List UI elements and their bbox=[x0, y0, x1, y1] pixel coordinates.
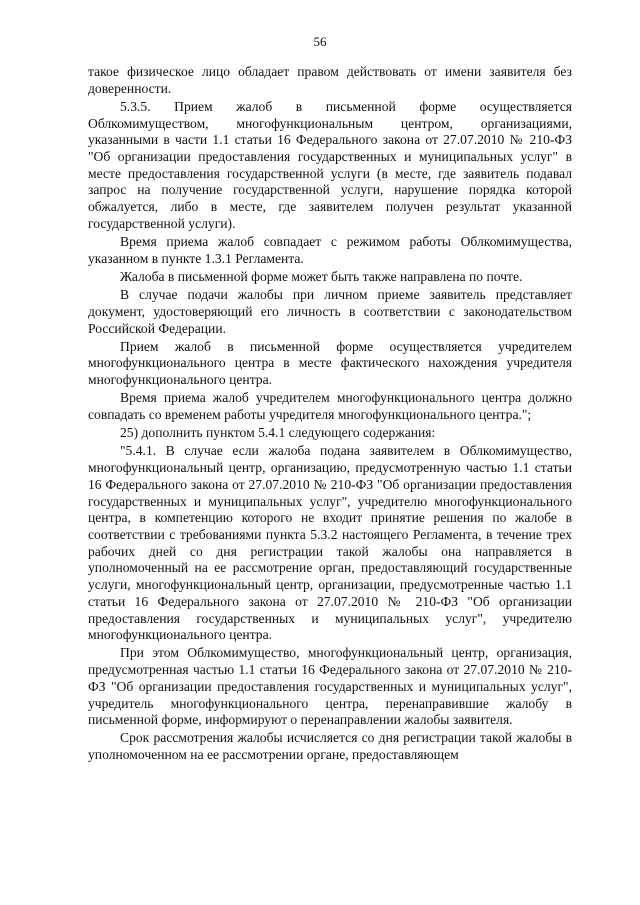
paragraph: 5.3.5. Прием жалоб в письменной форме осуществляется Облкомимуществом, многофункциональным центром, организациями, указанными в части 1.1 статьи 16 Федерального закона от 27.07.2010 № 210-ФЗ "Об организации предоставления государственных и муниципальных услуг" в месте предоставления государственной услуги (в месте, где заявитель подавал запрос на получение государственной услуги, нарушение порядка которой обжалуется, либо в месте, где заявителем получен результат указанной государственной услуги). bbox=[88, 98, 572, 231]
paragraph: Жалоба в письменной форме может быть также направлена по почте. bbox=[120, 268, 523, 284]
paragraph: Прием жалоб в письменной форме осуществляется учредителем многофункционального центра в месте фактического нахождения учредителя многофункционального центра. bbox=[88, 338, 572, 388]
paragraph: Время приема жалоб совпадает с режимом работы Облкомимущества, указанном в пункте 1.3.1 Регламента. bbox=[88, 234, 572, 266]
paragraph: При этом Облкомимущество, многофункциональный центр, организация, предусмотренная частью 1.1 статьи 16 Федерального закона от 27.07.2010 № 210-ФЗ "Об организации предоставления государственных и муниципальных услуг", учредитель многофункционального центра, перенаправившие жалобу в письменной форме, информируют о перенаправлении жалобы заявителя. bbox=[88, 645, 572, 728]
paragraph: 25) дополнить пунктом 5.4.1 следующего содержания: bbox=[120, 425, 436, 441]
paragraph: Срок рассмотрения жалобы исчисляется со дня регистрации такой жалобы в уполномоченном на ее рассмотрении органе, предоставляющем bbox=[88, 730, 572, 763]
paragraph: Время приема жалоб учредителем многофункционального центра должно совпадать со временем работы учредителя многофункционального центра."; bbox=[88, 390, 572, 423]
paragraph: "5.4.1. В случае если жалоба подана заявителем в Облкомимущество, многофункциональный центр, организацию, предусмотренную частью 1.1 статьи 16 Федерального закона от 27.07.2010 № 210-ФЗ "Об организации предоставления государственных и муниципальных услуг", учредителю многофункционального центра, в компетенцию которого не входит принятие решения по жалобе в соответствии с требованиями пункта 5.3.2 настоящего Регламента, в течение трех рабочих дней со дня регистрации такой жалобы она направляется в уполномоченный на ее рассмотрение орган, предоставляющий государственные услуги, многофункциональный центр, организации, предусмотренные частью 1.1 статьи 16 Федерального закона от 27.07.2010 № 210-ФЗ "Об организации предоставления государственных и муниципальных услуг", учредителю многофункционального центра. bbox=[88, 443, 572, 643]
paragraph: В случае подачи жалобы при личном приеме заявитель представляет документ, удостоверяющий его личность в соответствии с законодательством Российской Федерации. bbox=[88, 287, 572, 336]
page-number: 56 bbox=[313, 34, 327, 49]
paragraph: такое физическое лицо обладает правом действовать от имени заявителя без доверенности. bbox=[88, 64, 572, 96]
document-body bbox=[88, 64, 572, 765]
